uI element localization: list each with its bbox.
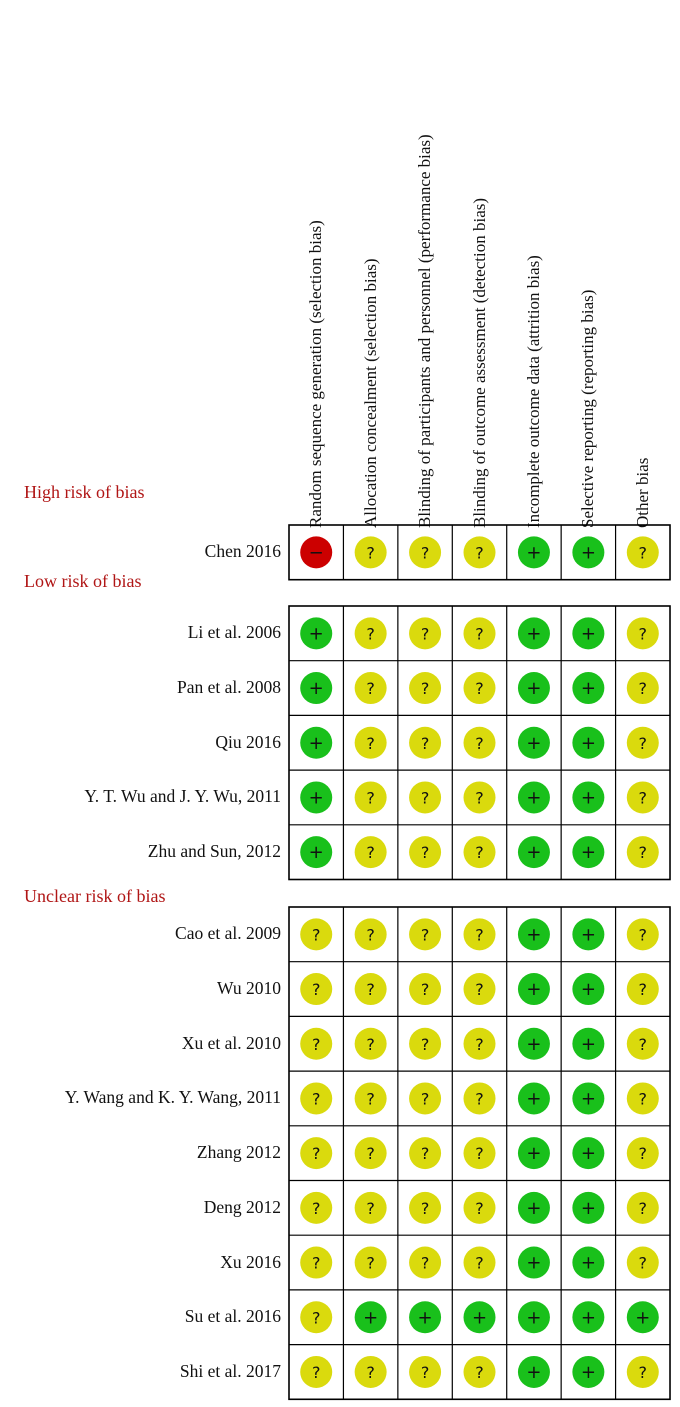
- study-label: Zhu and Sun, 2012: [147, 841, 281, 862]
- unclear-risk-icon: [355, 617, 387, 649]
- unclear-risk-icon: [464, 973, 496, 1005]
- low-risk-icon: [300, 672, 332, 704]
- unclear-risk-icon: [464, 836, 496, 868]
- unclear-risk-icon: [627, 672, 659, 704]
- unclear-risk-icon: [355, 781, 387, 813]
- rating-symbol: ?: [366, 733, 375, 753]
- study-label: Xu 2016: [220, 1251, 281, 1272]
- unclear-risk-icon: [464, 672, 496, 704]
- unclear-risk-icon: [627, 727, 659, 759]
- rating-symbol: +: [526, 1361, 542, 1383]
- rating-symbol: ?: [638, 1198, 648, 1218]
- unclear-risk-icon: [300, 1137, 332, 1169]
- rating-symbol: +: [526, 1252, 542, 1274]
- study-label: Pan et al. 2008: [176, 677, 281, 698]
- rating-symbol: ?: [366, 1362, 375, 1382]
- low-risk-icon: [627, 1301, 659, 1333]
- column-header-label: Blinding of outcome assessment (detection bias): [469, 197, 489, 528]
- rating-symbol: ?: [420, 733, 430, 753]
- unclear-risk-icon: [355, 918, 387, 950]
- unclear-risk-icon: [627, 1247, 659, 1279]
- rating-symbol: ?: [420, 543, 430, 563]
- low-risk-icon: [355, 1301, 387, 1333]
- rating-symbol: ?: [475, 624, 484, 644]
- unclear-risk-icon: [627, 973, 659, 1005]
- rating-symbol: +: [526, 842, 542, 864]
- unclear-risk-icon: [409, 617, 441, 649]
- unclear-risk-icon: [409, 836, 441, 868]
- column-header-label: Other bias: [632, 457, 652, 528]
- rating-symbol: +: [308, 732, 324, 754]
- unclear-risk-icon: [409, 1082, 441, 1114]
- rating-symbol: +: [526, 1307, 542, 1329]
- unclear-risk-icon: [355, 1028, 387, 1060]
- rating-symbol: ?: [420, 1089, 430, 1109]
- unclear-risk-icon: [409, 1192, 441, 1224]
- rating-symbol: ?: [366, 980, 375, 1000]
- rating-symbol: ?: [475, 679, 484, 699]
- study-label: Cao et al. 2009: [175, 923, 281, 944]
- unclear-risk-icon: [409, 672, 441, 704]
- low-risk-icon: [572, 1356, 604, 1388]
- rating-symbol: +: [526, 787, 542, 809]
- unclear-risk-icon: [300, 1356, 332, 1388]
- low-risk-icon: [518, 536, 550, 568]
- study-label: Y. T. Wu and J. Y. Wu, 2011: [84, 786, 281, 807]
- low-risk-icon: [518, 973, 550, 1005]
- rating-symbol: ?: [366, 679, 375, 699]
- rating-symbol: +: [308, 842, 324, 864]
- low-risk-icon: [572, 1192, 604, 1224]
- rating-symbol: ?: [366, 1034, 375, 1054]
- rating-symbol: ?: [311, 1034, 321, 1054]
- rating-symbol: −: [308, 542, 324, 564]
- unclear-risk-icon: [464, 536, 496, 568]
- low-risk-icon: [300, 836, 332, 868]
- rating-symbol: ?: [638, 843, 648, 863]
- rating-symbol: ?: [311, 925, 321, 945]
- rating-symbol: ?: [475, 788, 484, 808]
- low-risk-icon: [572, 973, 604, 1005]
- unclear-risk-icon: [355, 1356, 387, 1388]
- rating-symbol: +: [580, 979, 596, 1001]
- study-label: Shi et al. 2017: [179, 1360, 281, 1381]
- rating-symbol: ?: [366, 1253, 375, 1273]
- low-risk-icon: [518, 1192, 550, 1224]
- unclear-risk-icon: [355, 973, 387, 1005]
- unclear-risk-icon: [409, 973, 441, 1005]
- rating-symbol: +: [308, 623, 324, 645]
- rating-symbol: +: [308, 678, 324, 700]
- low-risk-icon: [572, 1137, 604, 1169]
- column-header-label: Blinding of participants and personnel (performance bias): [415, 134, 435, 528]
- rating-symbol: +: [580, 1088, 596, 1110]
- rating-symbol: ?: [638, 543, 648, 563]
- unclear-risk-icon: [627, 536, 659, 568]
- low-risk-icon: [518, 1082, 550, 1114]
- rating-symbol: ?: [638, 788, 648, 808]
- rating-symbol: ?: [420, 1198, 430, 1218]
- rating-symbol: +: [580, 1197, 596, 1219]
- unclear-risk-icon: [464, 617, 496, 649]
- low-risk-icon: [518, 1028, 550, 1060]
- rating-symbol: ?: [475, 733, 484, 753]
- rating-symbol: ?: [475, 980, 484, 1000]
- low-risk-icon: [518, 727, 550, 759]
- low-risk-icon: [572, 1028, 604, 1060]
- low-risk-icon: [572, 781, 604, 813]
- high-risk-icon: [300, 536, 332, 568]
- unclear-risk-icon: [409, 918, 441, 950]
- unclear-risk-icon: [627, 617, 659, 649]
- rating-symbol: +: [363, 1307, 379, 1329]
- unclear-risk-icon: [300, 1192, 332, 1224]
- rating-symbol: +: [526, 1197, 542, 1219]
- group-title: Unclear risk of bias: [24, 886, 166, 906]
- rating-symbol: ?: [420, 1034, 430, 1054]
- rating-symbol: ?: [420, 843, 430, 863]
- low-risk-icon: [518, 672, 550, 704]
- unclear-risk-icon: [409, 727, 441, 759]
- rating-symbol: ?: [311, 1089, 321, 1109]
- unclear-risk-icon: [355, 1192, 387, 1224]
- rating-symbol: ?: [475, 1198, 484, 1218]
- study-label: Su et al. 2016: [184, 1306, 281, 1327]
- rating-symbol: ?: [638, 624, 648, 644]
- rating-symbol: ?: [420, 980, 430, 1000]
- rating-symbol: ?: [638, 1144, 648, 1164]
- unclear-risk-icon: [409, 1247, 441, 1279]
- low-risk-icon: [572, 617, 604, 649]
- rating-symbol: +: [580, 842, 596, 864]
- unclear-risk-icon: [627, 1082, 659, 1114]
- rating-symbol: +: [308, 787, 324, 809]
- rating-symbol: ?: [311, 1308, 321, 1328]
- rating-symbol: ?: [638, 1362, 648, 1382]
- rating-symbol: +: [526, 732, 542, 754]
- rating-symbol: ?: [475, 1144, 484, 1164]
- rating-symbol: ?: [475, 1089, 484, 1109]
- unclear-risk-icon: [300, 1247, 332, 1279]
- unclear-risk-icon: [300, 973, 332, 1005]
- low-risk-icon: [300, 617, 332, 649]
- rating-symbol: +: [526, 542, 542, 564]
- low-risk-icon: [300, 727, 332, 759]
- rating-symbol: +: [526, 1088, 542, 1110]
- rating-symbol: ?: [366, 1198, 375, 1218]
- group-title: Low risk of bias: [24, 571, 142, 591]
- low-risk-icon: [518, 1247, 550, 1279]
- low-risk-icon: [518, 617, 550, 649]
- rating-symbol: +: [580, 787, 596, 809]
- unclear-risk-icon: [627, 1192, 659, 1224]
- unclear-risk-icon: [464, 1028, 496, 1060]
- unclear-risk-icon: [464, 1247, 496, 1279]
- rating-symbol: ?: [366, 624, 375, 644]
- rating-symbol: ?: [638, 1034, 648, 1054]
- rating-symbol: ?: [420, 925, 430, 945]
- rating-symbol: ?: [475, 1253, 484, 1273]
- rating-symbol: ?: [366, 543, 375, 563]
- group-title: High risk of bias: [24, 482, 145, 502]
- rating-symbol: +: [526, 678, 542, 700]
- unclear-risk-icon: [627, 836, 659, 868]
- low-risk-icon: [518, 1301, 550, 1333]
- rating-symbol: ?: [638, 733, 648, 753]
- low-risk-icon: [572, 1082, 604, 1114]
- unclear-risk-icon: [464, 1192, 496, 1224]
- low-risk-icon: [518, 781, 550, 813]
- low-risk-icon: [409, 1301, 441, 1333]
- study-label: Qiu 2016: [215, 731, 281, 752]
- unclear-risk-icon: [409, 781, 441, 813]
- unclear-risk-icon: [464, 1356, 496, 1388]
- study-label: Y. Wang and K. Y. Wang, 2011: [64, 1087, 281, 1108]
- low-risk-icon: [572, 918, 604, 950]
- unclear-risk-icon: [464, 1137, 496, 1169]
- rating-symbol: +: [580, 732, 596, 754]
- study-label: Zhang 2012: [196, 1142, 281, 1163]
- rating-symbol: +: [526, 623, 542, 645]
- rating-symbol: ?: [475, 1362, 484, 1382]
- rating-symbol: +: [635, 1307, 651, 1329]
- unclear-risk-icon: [355, 836, 387, 868]
- study-label: Xu et al. 2010: [181, 1032, 281, 1053]
- unclear-risk-icon: [464, 1082, 496, 1114]
- rating-symbol: ?: [638, 980, 648, 1000]
- column-header-label: Random sequence generation (selection bias): [306, 220, 326, 528]
- unclear-risk-icon: [355, 1137, 387, 1169]
- rating-symbol: ?: [366, 1144, 375, 1164]
- unclear-risk-icon: [300, 918, 332, 950]
- rating-symbol: +: [417, 1307, 433, 1329]
- rating-symbol: +: [580, 1361, 596, 1383]
- rating-symbol: ?: [366, 1089, 375, 1109]
- low-risk-icon: [518, 836, 550, 868]
- rating-symbol: ?: [311, 1198, 321, 1218]
- low-risk-icon: [518, 918, 550, 950]
- rating-symbol: +: [580, 924, 596, 946]
- low-risk-icon: [300, 781, 332, 813]
- unclear-risk-icon: [355, 1247, 387, 1279]
- rating-symbol: +: [580, 1307, 596, 1329]
- rating-symbol: +: [580, 1252, 596, 1274]
- rating-symbol: +: [471, 1307, 488, 1329]
- rating-symbol: ?: [420, 624, 430, 644]
- rating-symbol: ?: [311, 980, 321, 1000]
- unclear-risk-icon: [627, 781, 659, 813]
- rating-symbol: ?: [420, 1253, 430, 1273]
- rating-symbol: ?: [475, 843, 484, 863]
- unclear-risk-icon: [300, 1082, 332, 1114]
- unclear-risk-icon: [355, 536, 387, 568]
- unclear-risk-icon: [300, 1301, 332, 1333]
- rating-symbol: ?: [638, 925, 648, 945]
- rating-symbol: +: [580, 1033, 596, 1055]
- rating-symbol: ?: [311, 1362, 321, 1382]
- rating-symbol: ?: [366, 788, 375, 808]
- rating-symbol: ?: [638, 1089, 648, 1109]
- low-risk-icon: [572, 836, 604, 868]
- rating-symbol: +: [580, 678, 596, 700]
- rating-symbol: ?: [366, 843, 375, 863]
- rating-symbol: ?: [420, 1362, 430, 1382]
- low-risk-icon: [518, 1137, 550, 1169]
- rating-symbol: +: [580, 1143, 596, 1165]
- unclear-risk-icon: [464, 727, 496, 759]
- unclear-risk-icon: [627, 918, 659, 950]
- rating-symbol: ?: [420, 1144, 430, 1164]
- low-risk-icon: [572, 536, 604, 568]
- low-risk-icon: [572, 727, 604, 759]
- unclear-risk-icon: [409, 536, 441, 568]
- column-header-label: Selective reporting (reporting bias): [578, 289, 598, 528]
- unclear-risk-icon: [627, 1137, 659, 1169]
- unclear-risk-icon: [409, 1356, 441, 1388]
- rating-symbol: ?: [311, 1144, 321, 1164]
- unclear-risk-icon: [409, 1137, 441, 1169]
- column-header-label: Allocation concealment (selection bias): [360, 258, 380, 528]
- unclear-risk-icon: [355, 727, 387, 759]
- low-risk-icon: [572, 1301, 604, 1333]
- unclear-risk-icon: [464, 918, 496, 950]
- low-risk-icon: [464, 1301, 496, 1333]
- rating-symbol: ?: [475, 925, 484, 945]
- rating-symbol: ?: [311, 1253, 321, 1273]
- low-risk-icon: [572, 672, 604, 704]
- rating-symbol: ?: [420, 788, 430, 808]
- rating-symbol: +: [526, 924, 542, 946]
- study-label: Li et al. 2006: [187, 622, 281, 643]
- rating-symbol: ?: [366, 925, 375, 945]
- unclear-risk-icon: [355, 1082, 387, 1114]
- unclear-risk-icon: [300, 1028, 332, 1060]
- rating-symbol: ?: [638, 679, 648, 699]
- low-risk-icon: [518, 1356, 550, 1388]
- column-header-label: Incomplete outcome data (attrition bias): [523, 255, 543, 528]
- study-label: Deng 2012: [203, 1196, 281, 1217]
- rating-symbol: ?: [475, 1034, 484, 1054]
- low-risk-icon: [572, 1247, 604, 1279]
- rating-symbol: +: [526, 1033, 542, 1055]
- unclear-risk-icon: [627, 1356, 659, 1388]
- study-label: Chen 2016: [204, 541, 281, 562]
- rating-symbol: +: [580, 623, 596, 645]
- rating-symbol: ?: [475, 543, 484, 563]
- unclear-risk-icon: [464, 781, 496, 813]
- study-label: Wu 2010: [217, 978, 281, 999]
- unclear-risk-icon: [627, 1028, 659, 1060]
- unclear-risk-icon: [409, 1028, 441, 1060]
- unclear-risk-icon: [355, 672, 387, 704]
- rating-symbol: ?: [420, 679, 430, 699]
- rating-symbol: +: [526, 1143, 542, 1165]
- rating-symbol: +: [526, 979, 542, 1001]
- rating-symbol: +: [580, 542, 596, 564]
- rating-symbol: ?: [638, 1253, 648, 1273]
